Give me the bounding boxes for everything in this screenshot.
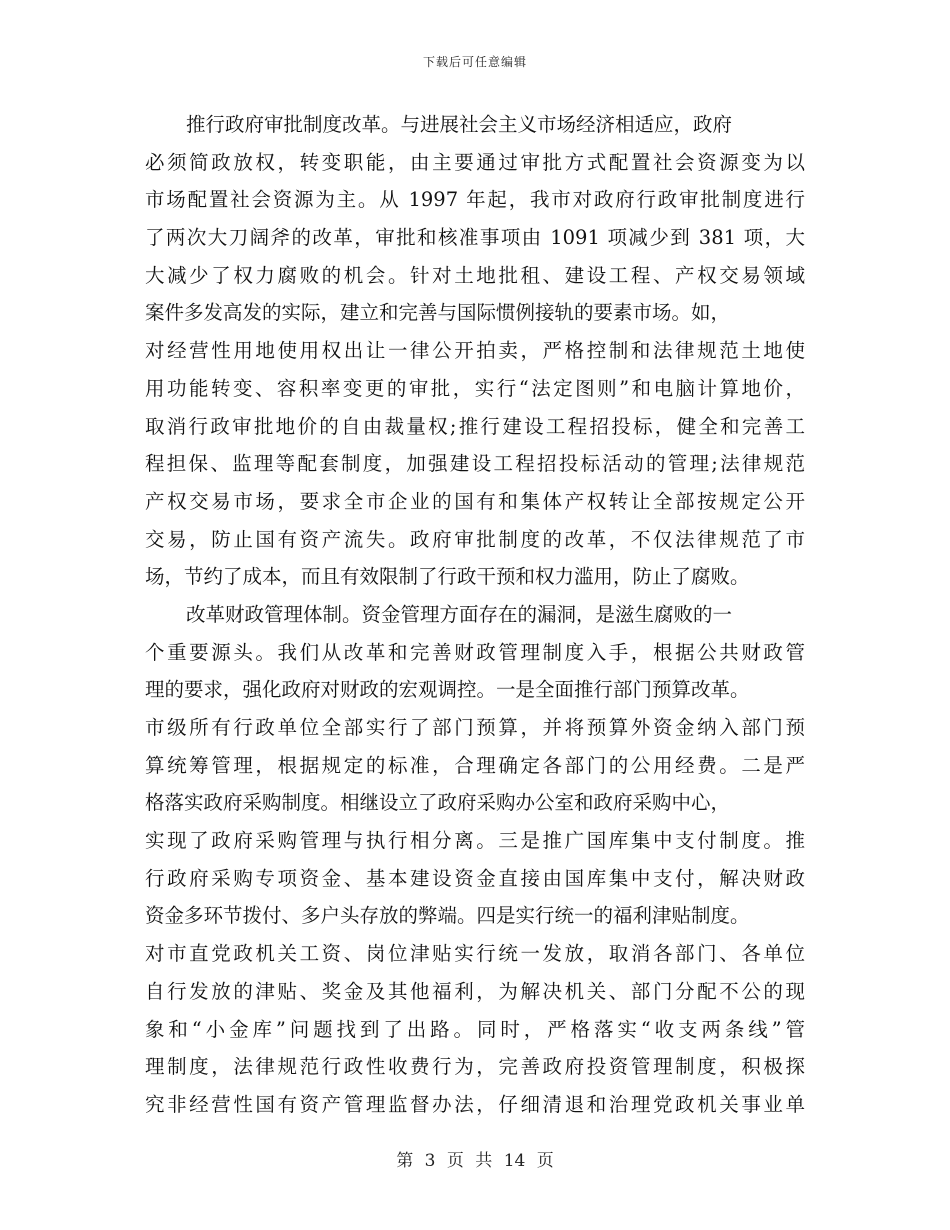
page-header-note: 下载后可任意编辑	[422, 55, 527, 69]
paragraph-line: 交易，防止国有资产流失。政府审批制度的改革，不仅法律规范了市	[145, 527, 805, 551]
page-number: 第 3 页 共 14 页	[396, 1151, 554, 1171]
paragraph-line: 市级所有行政单位全部实行了部门预算，并将预算外资金纳入部门预	[145, 716, 805, 739]
paragraph-line: 对市直党政机关工资、岗位津贴实行统一发放，取消各部门、各单位	[145, 942, 805, 966]
document-body	[145, 106, 805, 1124]
paragraph-line: 格落实政府采购制度。相继设立了政府采购办公室和政府采购中心，	[145, 791, 731, 815]
paragraph-line: 实现了政府采购管理与执行相分离。三是推广国库集中支付制度。推	[145, 829, 805, 853]
paragraph-line: 究非经营性国有资产管理监督办法，仔细清退和治理党政机关事业单	[145, 1092, 805, 1116]
paragraph-line: 理制度，法律规范行政性收费行为，完善政府投资管理制度，积极探	[145, 1055, 805, 1079]
paragraph-line: 场，节约了成本，而且有效限制了行政干预和权力滥用，防止了腐败。	[145, 565, 750, 589]
paragraph-line: 了两次大刀阔斧的改革，审批和核准事项由 1091 项减少到 381 项，大	[145, 226, 805, 250]
paragraph-line: 大减少了权力腐败的机会。针对土地批租、建设工程、产权交易领域	[145, 263, 805, 287]
paragraph-line: 改革财政管理体制。资金管理方面存在的漏洞，是滋生腐败的一	[186, 602, 733, 626]
paragraph-line: 个重要源头。我们从改革和完善财政管理制度入手，根据公共财政管	[145, 640, 805, 664]
paragraph-line: 推行政府审批制度改革。与进展社会主义市场经济相适应，政府	[186, 113, 733, 136]
paragraph-line: 取消行政审批地价的自由裁量权;推行建设工程招投标，健全和完善工	[145, 414, 805, 438]
paragraph-line: 算统筹管理，根据规定的标准，合理确定各部门的公用经费。二是严	[145, 753, 805, 777]
paragraph-line: 案件多发高发的实际，建立和完善与国际惯例接轨的要素市场。如，	[145, 301, 731, 325]
paragraph-line: 用功能转变、容积率变更的审批，实行“法定图则”和电脑计算地价，	[145, 376, 805, 400]
paragraph-line: 自行发放的津贴、奖金及其他福利，为解决机关、部门分配不公的现	[145, 979, 805, 1003]
paragraph-line: 程担保、监理等配套制度，加强建设工程招投标活动的管理;法律规范	[145, 452, 805, 476]
paragraph-line: 资金多环节拨付、多户头存放的弊端。四是实行统一的福利津贴制度。	[145, 904, 750, 928]
paragraph-line: 行政府采购专项资金、基本建设资金直接由国库集中支付，解决财政	[145, 866, 805, 890]
paragraph-line: 理的要求，强化政府对财政的宏观调控。一是全面推行部门预算改革。	[145, 678, 750, 702]
paragraph-line: 对经营性用地使用权出让一律公开拍卖，严格控制和法律规范土地使	[145, 339, 805, 363]
paragraph-line: 市场配置社会资源为主。从 1997 年起，我市对政府行政审批制度进行	[145, 188, 805, 212]
paragraph-line: 象和“小金库”问题找到了出路。同时，严格落实“收支两条线”管	[145, 1017, 805, 1041]
paragraph-line: 必须简政放权，转变职能，由主要通过审批方式配置社会资源变为以	[145, 150, 805, 174]
paragraph-line: 产权交易市场，要求全市企业的国有和集体产权转让全部按规定公开	[145, 489, 805, 513]
